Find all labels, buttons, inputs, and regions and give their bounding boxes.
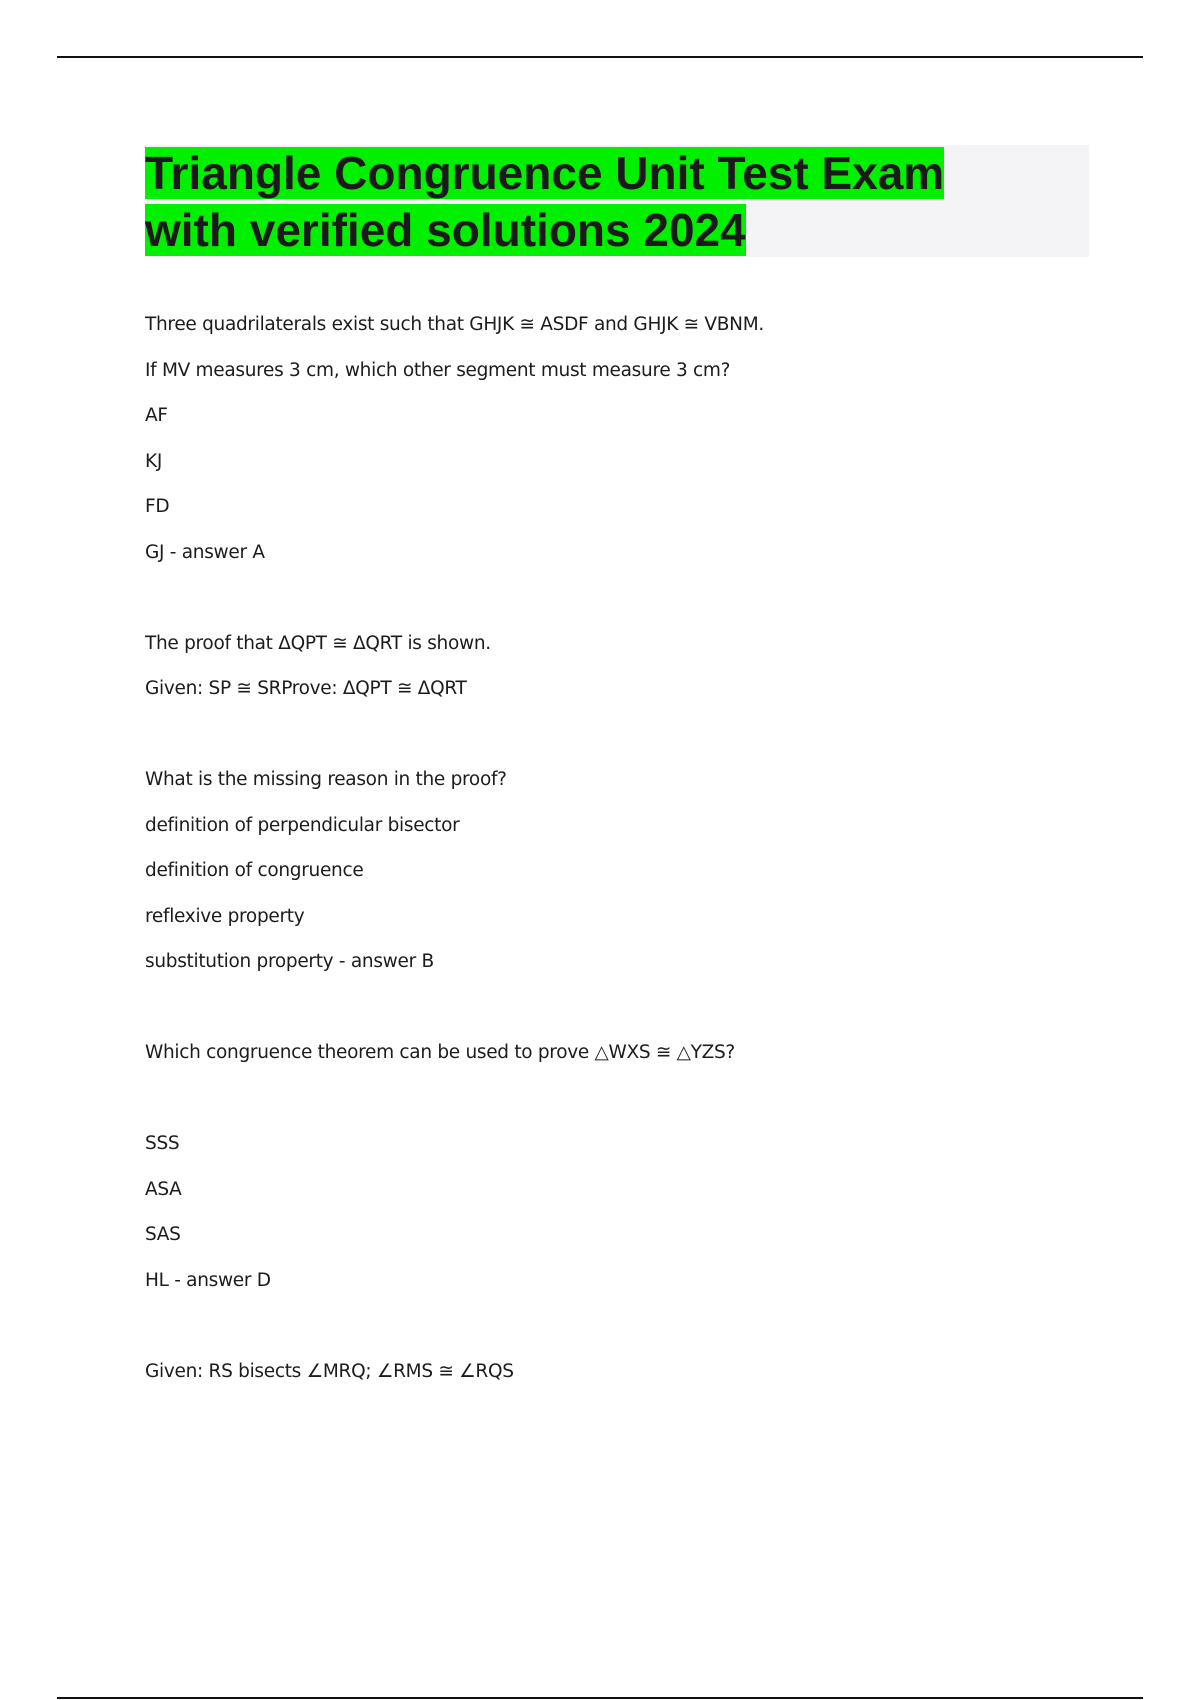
q1-option-a: AF bbox=[145, 405, 168, 426]
q2-option-b: definition of congruence bbox=[145, 860, 364, 881]
q1-stem-1: Three quadrilaterals exist such that GHJK ≅ ASDF and GHJK ≅ VBNM. bbox=[145, 314, 764, 335]
q2-stem-1: The proof that ΔQPT ≅ ΔQRT is shown. bbox=[145, 632, 491, 654]
spacer bbox=[145, 712, 1095, 758]
spacer bbox=[145, 1303, 1095, 1349]
q2-option-d: substitution property - answer B bbox=[145, 951, 434, 972]
spacer bbox=[145, 575, 1095, 621]
q4-stem-1: Given: RS bisects ∠MRQ; ∠RMS ≅ ∠RQS bbox=[145, 1360, 514, 1382]
q3-option-a: SSS bbox=[145, 1133, 180, 1154]
document-body bbox=[145, 302, 1095, 1394]
q1-stem-2: If MV measures 3 cm, which other segment must measure 3 cm? bbox=[145, 359, 731, 381]
document-title bbox=[145, 145, 1089, 259]
footer-rule bbox=[57, 1697, 1143, 1699]
title-line-1: Triangle Congruence Unit Test Exam bbox=[145, 147, 945, 199]
q2-option-c: reflexive property bbox=[145, 905, 305, 927]
q3-option-b: ASA bbox=[145, 1178, 182, 1200]
title-line-2: with verified solutions 2024 bbox=[145, 204, 746, 256]
q2-stem-3: What is the missing reason in the proof? bbox=[145, 769, 507, 790]
q3-stem-1: Which congruence theorem can be used to prove △WXS ≅ △YZS? bbox=[145, 1042, 735, 1063]
title-block bbox=[145, 145, 1089, 257]
spacer bbox=[145, 1076, 1095, 1122]
q3-option-d: HL - answer D bbox=[145, 1269, 271, 1291]
q2-stem-2: Given: SP ≅ SRProve: ΔQPT ≅ ΔQRT bbox=[145, 678, 467, 699]
q3-option-c: SAS bbox=[145, 1224, 181, 1245]
q1-option-d: GJ - answer A bbox=[145, 541, 265, 563]
spacer bbox=[145, 985, 1095, 1031]
q2-option-a: definition of perpendicular bisector bbox=[145, 814, 460, 836]
header-rule bbox=[57, 56, 1143, 58]
q1-option-b: KJ bbox=[145, 450, 162, 472]
q1-option-c: FD bbox=[145, 496, 170, 517]
